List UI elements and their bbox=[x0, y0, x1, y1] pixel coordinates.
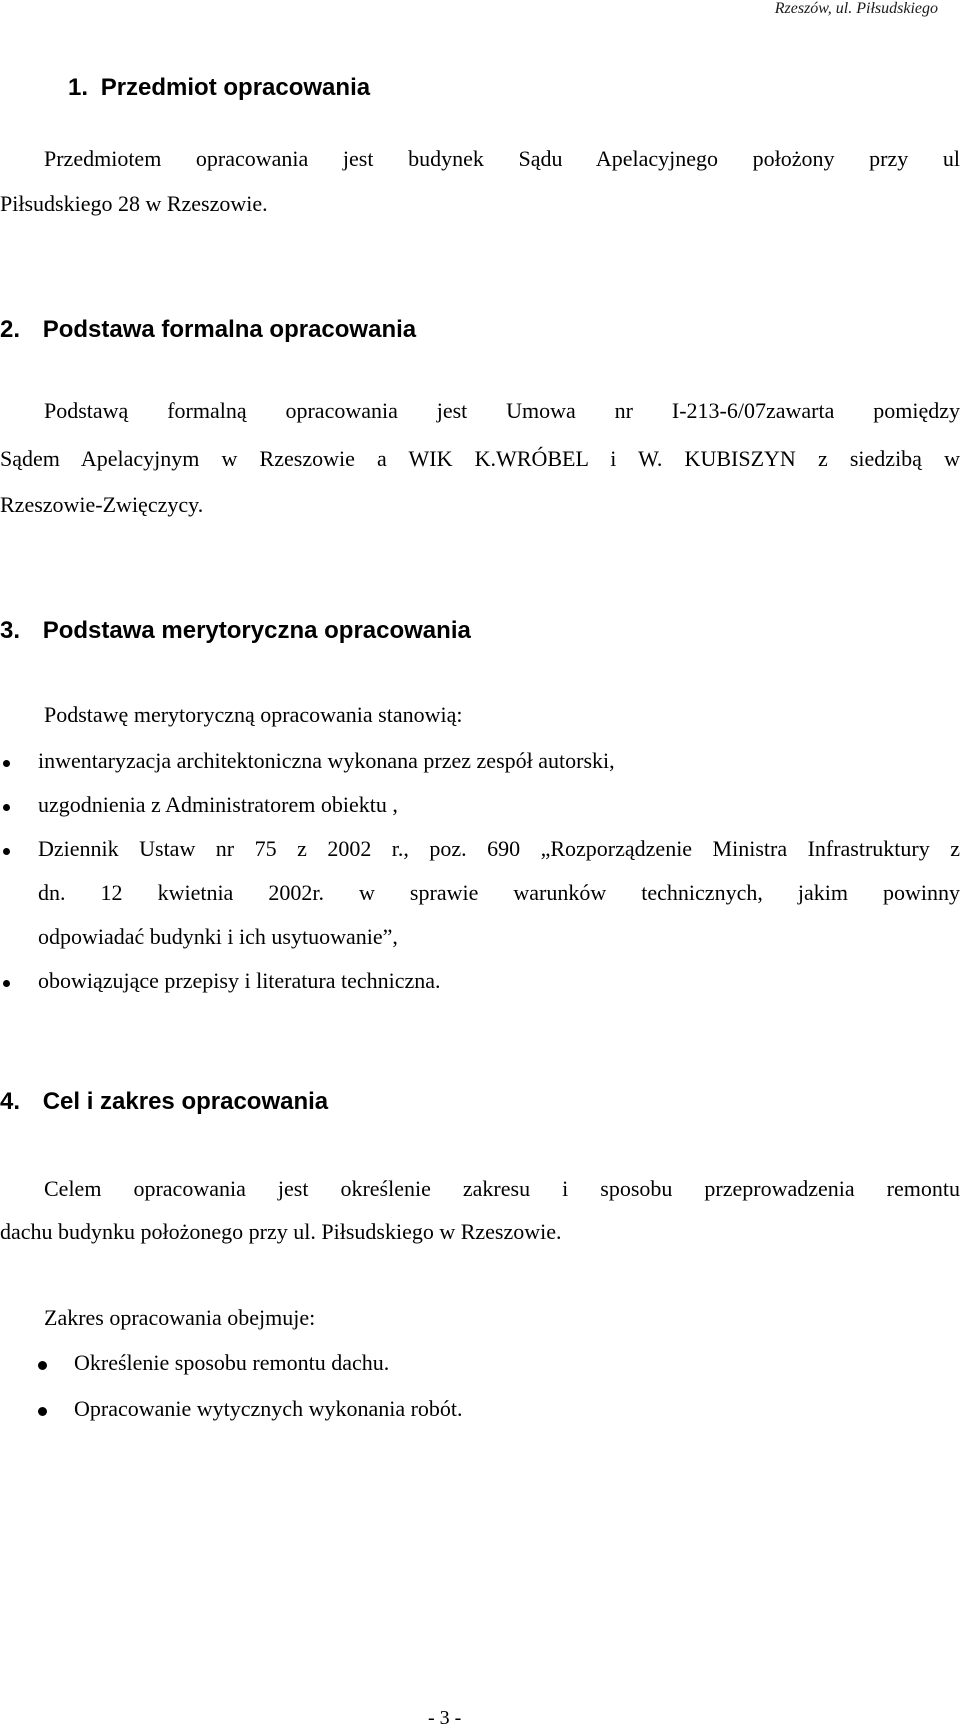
section-4-title: Cel i zakres opracowania bbox=[42, 1088, 329, 1115]
section-3-title: Podstawa merytoryczna opracowania bbox=[42, 617, 471, 644]
section-4-number: 4. bbox=[0, 1088, 21, 1115]
section-1-number: 1. bbox=[68, 74, 89, 101]
bullet-icon bbox=[3, 980, 10, 987]
section-3-bullet-3-cont-2: odpowiadać budynki i ich usytuowanie”, bbox=[38, 924, 398, 949]
section-2-line-3: Rzeszowie-Zwięczycy. bbox=[0, 492, 204, 517]
page-header-location: Rzeszów, ul. Piłsudskiego bbox=[774, 0, 938, 17]
section-1-line-2: Piłsudskiego 28 w Rzeszowie. bbox=[0, 191, 268, 216]
section-1-title: Przedmiot opracowania bbox=[100, 74, 371, 101]
section-2-title: Podstawa formalna opracowania bbox=[42, 316, 417, 343]
section-2-heading bbox=[0, 316, 416, 344]
section-3-bullet-2: uzgodnienia z Administratorem obiektu , bbox=[38, 792, 398, 817]
section-4-scope-item-2: Opracowanie wytycznych wykonania robót. bbox=[74, 1396, 463, 1421]
page-number: - 3 - bbox=[428, 1707, 462, 1729]
section-3-bullet-1: inwentaryzacja architektoniczna wykonana przez zespół autorski, bbox=[38, 748, 615, 773]
section-2-line-2: Sądem Apelacyjnym w Rzeszowie a WIK K.WRÓBEL i W. KUBISZYN z siedzibą w bbox=[0, 446, 960, 471]
section-3-bullet-4: obowiązujące przepisy i literatura techniczna. bbox=[38, 968, 441, 993]
section-3-number: 3. bbox=[0, 617, 21, 644]
section-4-line-2: dachu budynku położonego przy ul. Piłsudskiego w Rzeszowie. bbox=[0, 1219, 562, 1244]
section-3-bullet-3-cont-1: dn. 12 kwietnia 2002r. w sprawie warunków technicznych, jakim powinny bbox=[38, 880, 960, 905]
section-3-bullet-3: Dziennik Ustaw nr 75 z 2002 r., poz. 690 „Rozporządzenie Ministra Infrastruktury z bbox=[38, 836, 960, 861]
section-1-heading bbox=[68, 74, 370, 102]
section-1-line-1: Przedmiotem opracowania jest budynek Sądu Apelacyjnego położony przy ul bbox=[44, 146, 960, 171]
section-2-number: 2. bbox=[0, 316, 21, 343]
bullet-icon bbox=[38, 1407, 47, 1416]
bullet-icon bbox=[3, 760, 10, 767]
section-2-line-1: Podstawą formalną opracowania jest Umowa nr I-213-6/07zawarta pomiędzy bbox=[44, 398, 960, 423]
section-3-intro: Podstawę merytoryczną opracowania stanowią: bbox=[44, 702, 463, 727]
bullet-icon bbox=[38, 1361, 47, 1370]
section-4-scope-item-1: Określenie sposobu remontu dachu. bbox=[74, 1350, 390, 1375]
bullet-icon bbox=[3, 804, 10, 811]
section-3-heading bbox=[0, 617, 471, 645]
section-4-scope-intro: Zakres opracowania obejmuje: bbox=[44, 1305, 316, 1330]
bullet-icon bbox=[3, 848, 10, 855]
section-4-line-1: Celem opracowania jest określenie zakresu i sposobu przeprowadzenia remontu bbox=[44, 1176, 960, 1201]
section-4-heading bbox=[0, 1088, 328, 1116]
